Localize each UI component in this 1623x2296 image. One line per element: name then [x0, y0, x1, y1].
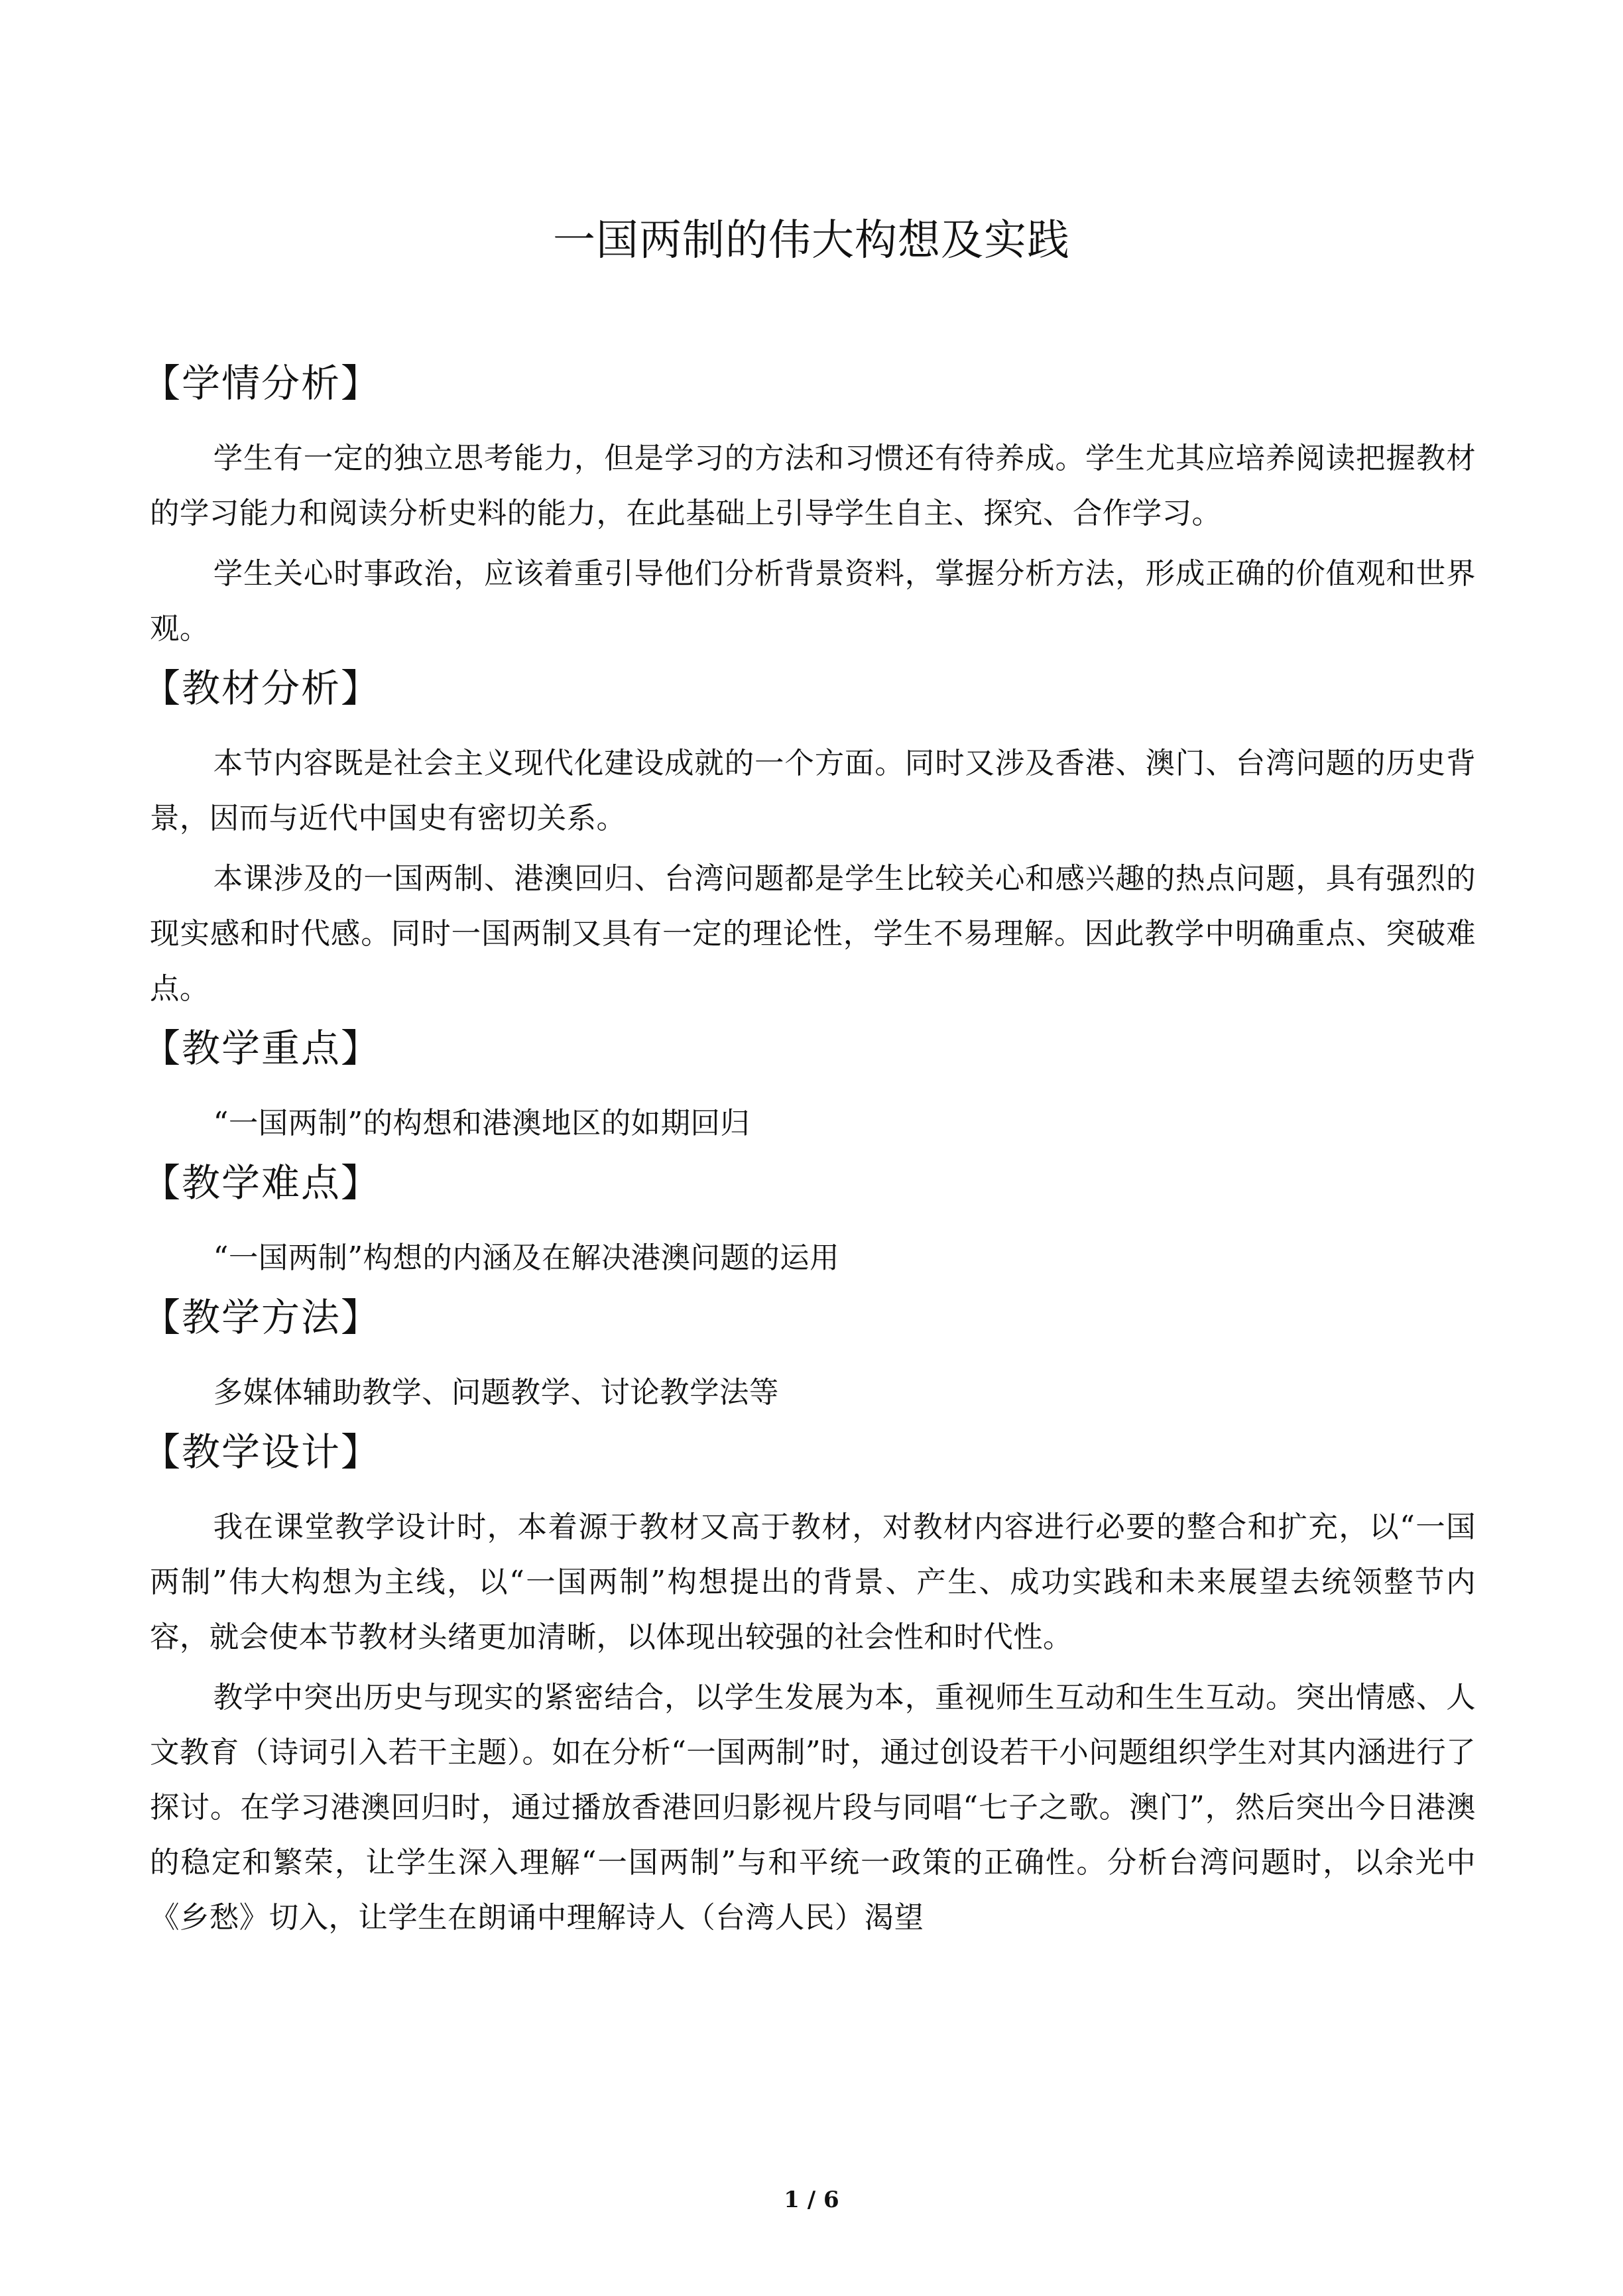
- section-teaching-difficulty: [142, 1151, 1476, 1286]
- paragraph: 本节内容既是社会主义现代化建设成就的一个方面。同时又涉及香港、澳门、台湾问题的历史背景，因而与近代中国史有密切关系。: [150, 747, 1476, 835]
- paragraph: 本课涉及的一国两制、港澳回归、台湾问题都是学生比较关心和感兴趣的热点问题，具有强烈的现实感和时代感。同时一国两制又具有一定的理论性，学生不易理解。因此教学中明确重点、突破难点。: [150, 862, 1476, 1006]
- document-body: [142, 351, 1476, 1945]
- paragraph: 多媒体辅助教学、问题教学、讨论教学法等: [213, 1376, 779, 1410]
- paragraph: 学生有一定的独立思考能力，但是学习的方法和习惯还有待养成。学生尤其应培养阅读把握教材的学习能力和阅读分析史料的能力，在此基础上引导学生自主、探究、合作学习。: [150, 442, 1476, 530]
- section-textbook-analysis: [142, 656, 1476, 1016]
- section-heading: 【教学方法】: [142, 1295, 381, 1340]
- paragraph: 学生关心时事政治，应该着重引导他们分析背景资料，掌握分析方法，形成正确的价值观和世界观。: [150, 557, 1476, 646]
- paragraph: 教学中突出历史与现实的紧密结合，以学生发展为本，重视师生互动和生生互动。突出情感、人文教育（诗词引入若干主题）。如在分析“一国两制”时，通过创设若干小问题组织学生对其内涵进行了探讨。在学习港澳回归时，通过播放香港回归影视片段与同唱“七子之歌。澳门”，然后突出今日港澳的稳定和繁荣，让学生深入理解“一国两制”与和平统一政策的正确性。分析台湾问题时，以余光中《乡愁》切入，让学生在朗诵中理解诗人（台湾人民）渴望: [150, 1681, 1476, 1935]
- section-student-analysis: [142, 351, 1476, 656]
- page-number: 1 / 6: [784, 2187, 839, 2213]
- section-teaching-design: [142, 1420, 1476, 1945]
- section-teaching-method: [142, 1286, 1476, 1420]
- section-heading: 【教学重点】: [142, 1026, 381, 1071]
- paragraph: “一国两制”的构想和港澳地区的如期回归: [213, 1107, 751, 1140]
- section-heading: 【教学难点】: [142, 1160, 381, 1205]
- paragraph: “一国两制”构想的内涵及在解决港澳问题的运用: [213, 1241, 839, 1275]
- section-heading: 【教材分析】: [142, 666, 381, 711]
- document-title: 一国两制的伟大构想及实践: [553, 216, 1070, 265]
- section-heading: 【教学设计】: [142, 1429, 381, 1475]
- section-teaching-focus: [142, 1016, 1476, 1151]
- paragraph: 我在课堂教学设计时，本着源于教材又高于教材，对教材内容进行必要的整合和扩充，以“一国两制”伟大构想为主线，以“一国两制”构想提出的背景、产生、成功实践和未来展望去统领整节内容，就会使本节教材头绪更加清晰，以体现出较强的社会性和时代性。: [150, 1510, 1476, 1654]
- section-heading: 【学情分析】: [142, 361, 381, 406]
